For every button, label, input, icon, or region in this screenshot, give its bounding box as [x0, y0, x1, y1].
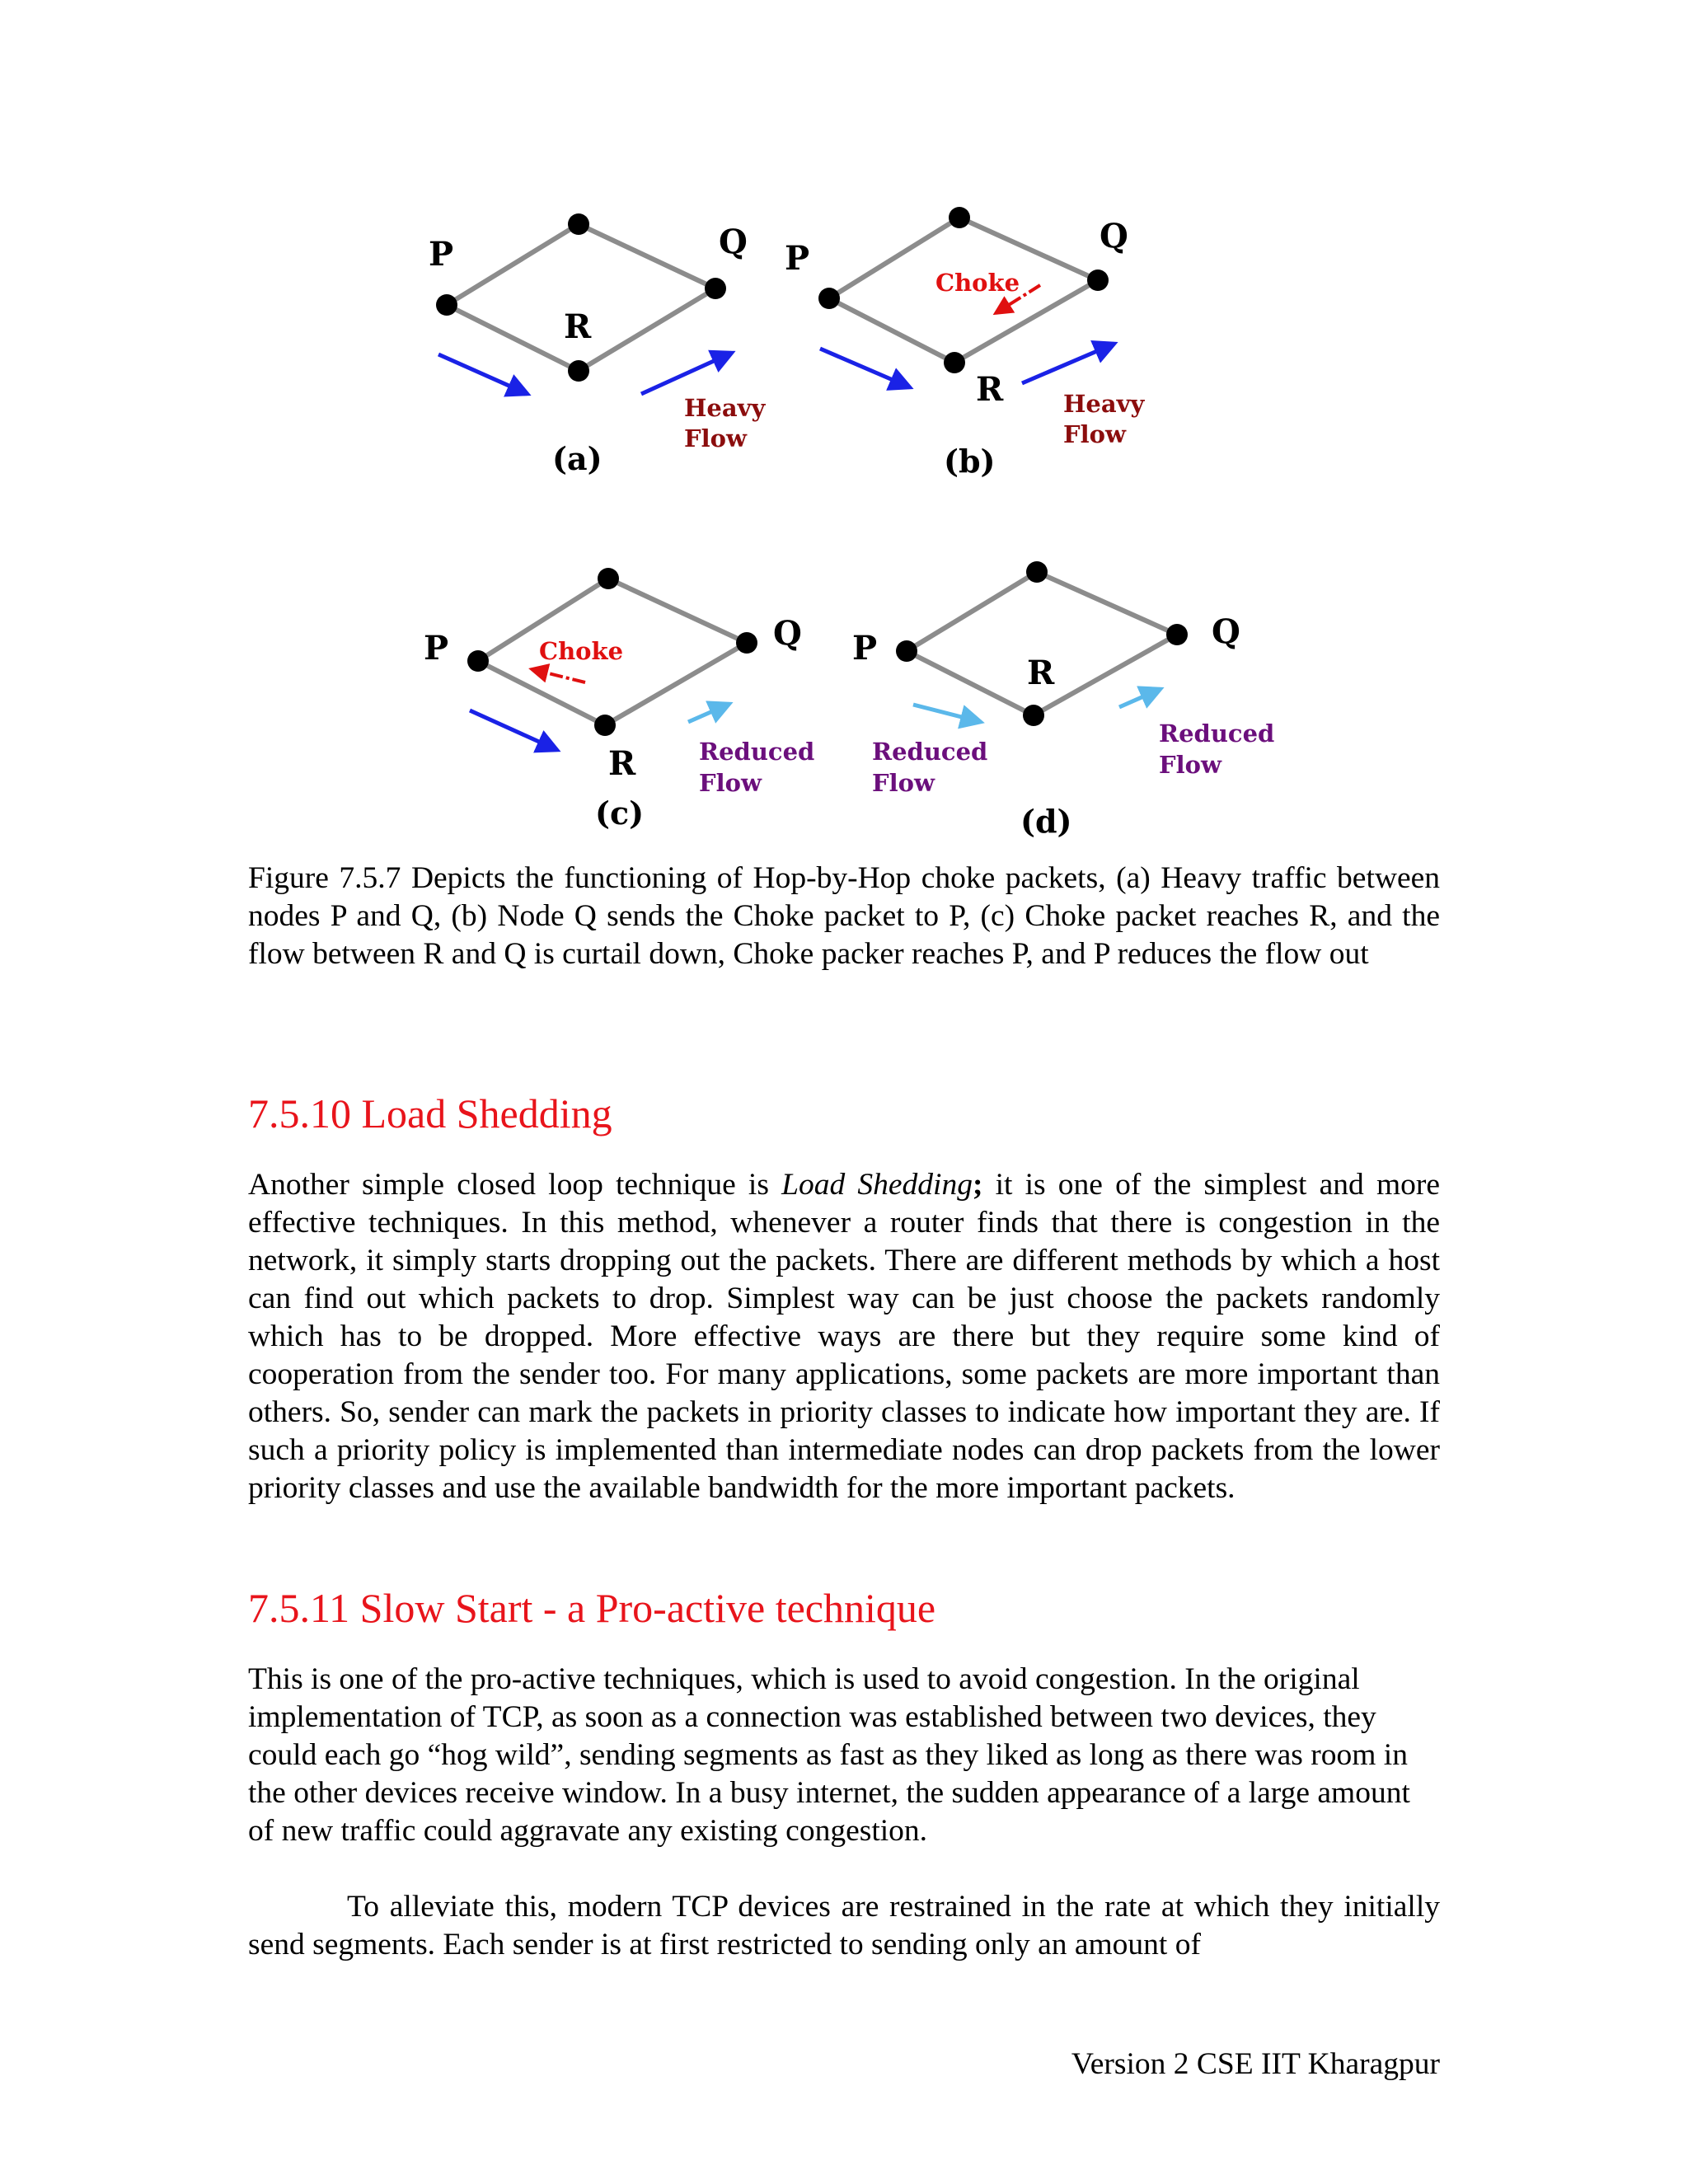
node-p	[436, 294, 457, 316]
panel-d	[852, 561, 1282, 840]
heavy-flow-arrow-right	[641, 353, 732, 394]
node-label-r: R	[564, 307, 592, 346]
heavy-flow-arrow-left	[470, 710, 557, 750]
node-label-p: P	[852, 629, 878, 668]
heavy-flow-arrow-left	[438, 354, 528, 394]
node-r	[568, 360, 589, 382]
flow-label-right: Reduced Flow	[1159, 719, 1275, 779]
node-label-q: Q	[719, 223, 748, 261]
node-q	[1166, 624, 1188, 645]
hop-by-hop-choke-figure	[0, 0, 1688, 849]
node-label-r: R	[976, 370, 1004, 409]
choke-label: Choke	[539, 637, 624, 665]
node-label-r: R	[608, 744, 636, 783]
node-label-q: Q	[773, 614, 802, 653]
node-r	[594, 715, 616, 736]
node-q	[705, 278, 726, 299]
section-heading-load-shedding: 7.5.10 Load Shedding	[248, 1090, 612, 1137]
node-p	[896, 640, 917, 662]
heavy-flow-arrow-right	[1022, 344, 1114, 383]
figure-caption: Figure 7.5.7 Depicts the functioning of Hop-by-Hop choke packets, (a) Heavy traffic between nodes P and Q, (b) Node Q sends the Choke packet to P, (c) Choke packet reaches R, and the flow between R and Q is curtail down, Choke packer reaches P, and P reduces the flow out	[248, 861, 1440, 971]
node-label-p: P	[785, 239, 810, 278]
panel-sublabel: (a)	[552, 440, 603, 477]
page-footer: Version 2 CSE IIT Kharagpur	[1071, 2047, 1440, 2081]
load-shedding-paragraph	[248, 1166, 1440, 1507]
node-top	[949, 207, 970, 228]
network-edges	[907, 572, 1177, 715]
node-q	[1087, 269, 1109, 291]
panel-sublabel: (b)	[944, 443, 996, 480]
choke-label: Choke	[935, 269, 1020, 297]
reduced-flow-arrow-right	[1119, 689, 1160, 707]
reduced-flow-arrow-right	[688, 704, 729, 722]
node-label-p: P	[424, 629, 449, 668]
node-top	[598, 568, 619, 589]
panel-sublabel: (d)	[1020, 803, 1072, 840]
panel-sublabel: (c)	[595, 794, 645, 832]
paragraph-text: To alleviate this, modern TCP devices are restrained in the rate at which they initially send segments. Each sender is at first restricted to sending only an amount of	[248, 1890, 1440, 1961]
node-q	[736, 632, 757, 654]
paragraph-text-rest: it is one of the simplest and more effective techniques. In this method, whenever a router finds that there is congestion in the network, it simply starts dropping out the packets. There are different methods by which a host can find out which packets to drop. Simplest way can be just choose the packets randomly which has to be dropped. More effective ways are there but they require some kind of cooperation from the sender too. For many applications, some packets are more important than others. So, sender can mark the packets in priority classes to indicate how important they are. If such a priority policy is implemented than intermediate nodes can drop packets from the lower priority classes and use the available bandwidth for the more important packets.	[248, 1168, 1440, 1505]
slow-start-paragraph-1: This is one of the pro-active techniques, which is used to avoid congestion. In the original implementation of TCP, as soon as a connection was established between two devices, they could each go “hog wild”, sending segments as fast as they liked as long as there was room in the other devices receive window. In a busy internet, the sudden appearance of a large amount of new traffic could aggravate any existing congestion.	[248, 1662, 1410, 1848]
node-top	[568, 213, 589, 235]
section-heading-slow-start: 7.5.11 Slow Start - a Pro-active technique	[248, 1585, 936, 1631]
node-r	[1023, 705, 1044, 726]
flow-label: Heavy Flow	[684, 394, 766, 452]
heavy-flow-arrow-left	[820, 349, 910, 387]
panel-b	[785, 207, 1152, 480]
flow-label: Heavy Flow	[1063, 390, 1145, 448]
node-r	[944, 352, 965, 373]
panel-c	[424, 568, 823, 832]
network-edges	[447, 224, 715, 371]
node-p	[467, 650, 489, 672]
paragraph-text-start: Another simple closed loop technique is	[248, 1168, 782, 1202]
flow-label-left: Reduced Flow	[872, 738, 988, 797]
panel-a	[429, 213, 773, 477]
load-shedding-term: Load Shedding	[781, 1168, 973, 1202]
node-top	[1026, 561, 1048, 583]
flow-label: Reduced Flow	[699, 738, 815, 797]
semicolon: ;	[972, 1168, 983, 1202]
reduced-flow-arrow-left	[913, 705, 981, 722]
node-label-q: Q	[1100, 217, 1128, 255]
node-p	[818, 288, 840, 309]
node-label-p: P	[429, 235, 454, 274]
node-label-q: Q	[1212, 612, 1240, 651]
slow-start-paragraph-2	[248, 1888, 1440, 1964]
node-label-r: R	[1027, 654, 1055, 692]
choke-arrow	[532, 669, 585, 682]
